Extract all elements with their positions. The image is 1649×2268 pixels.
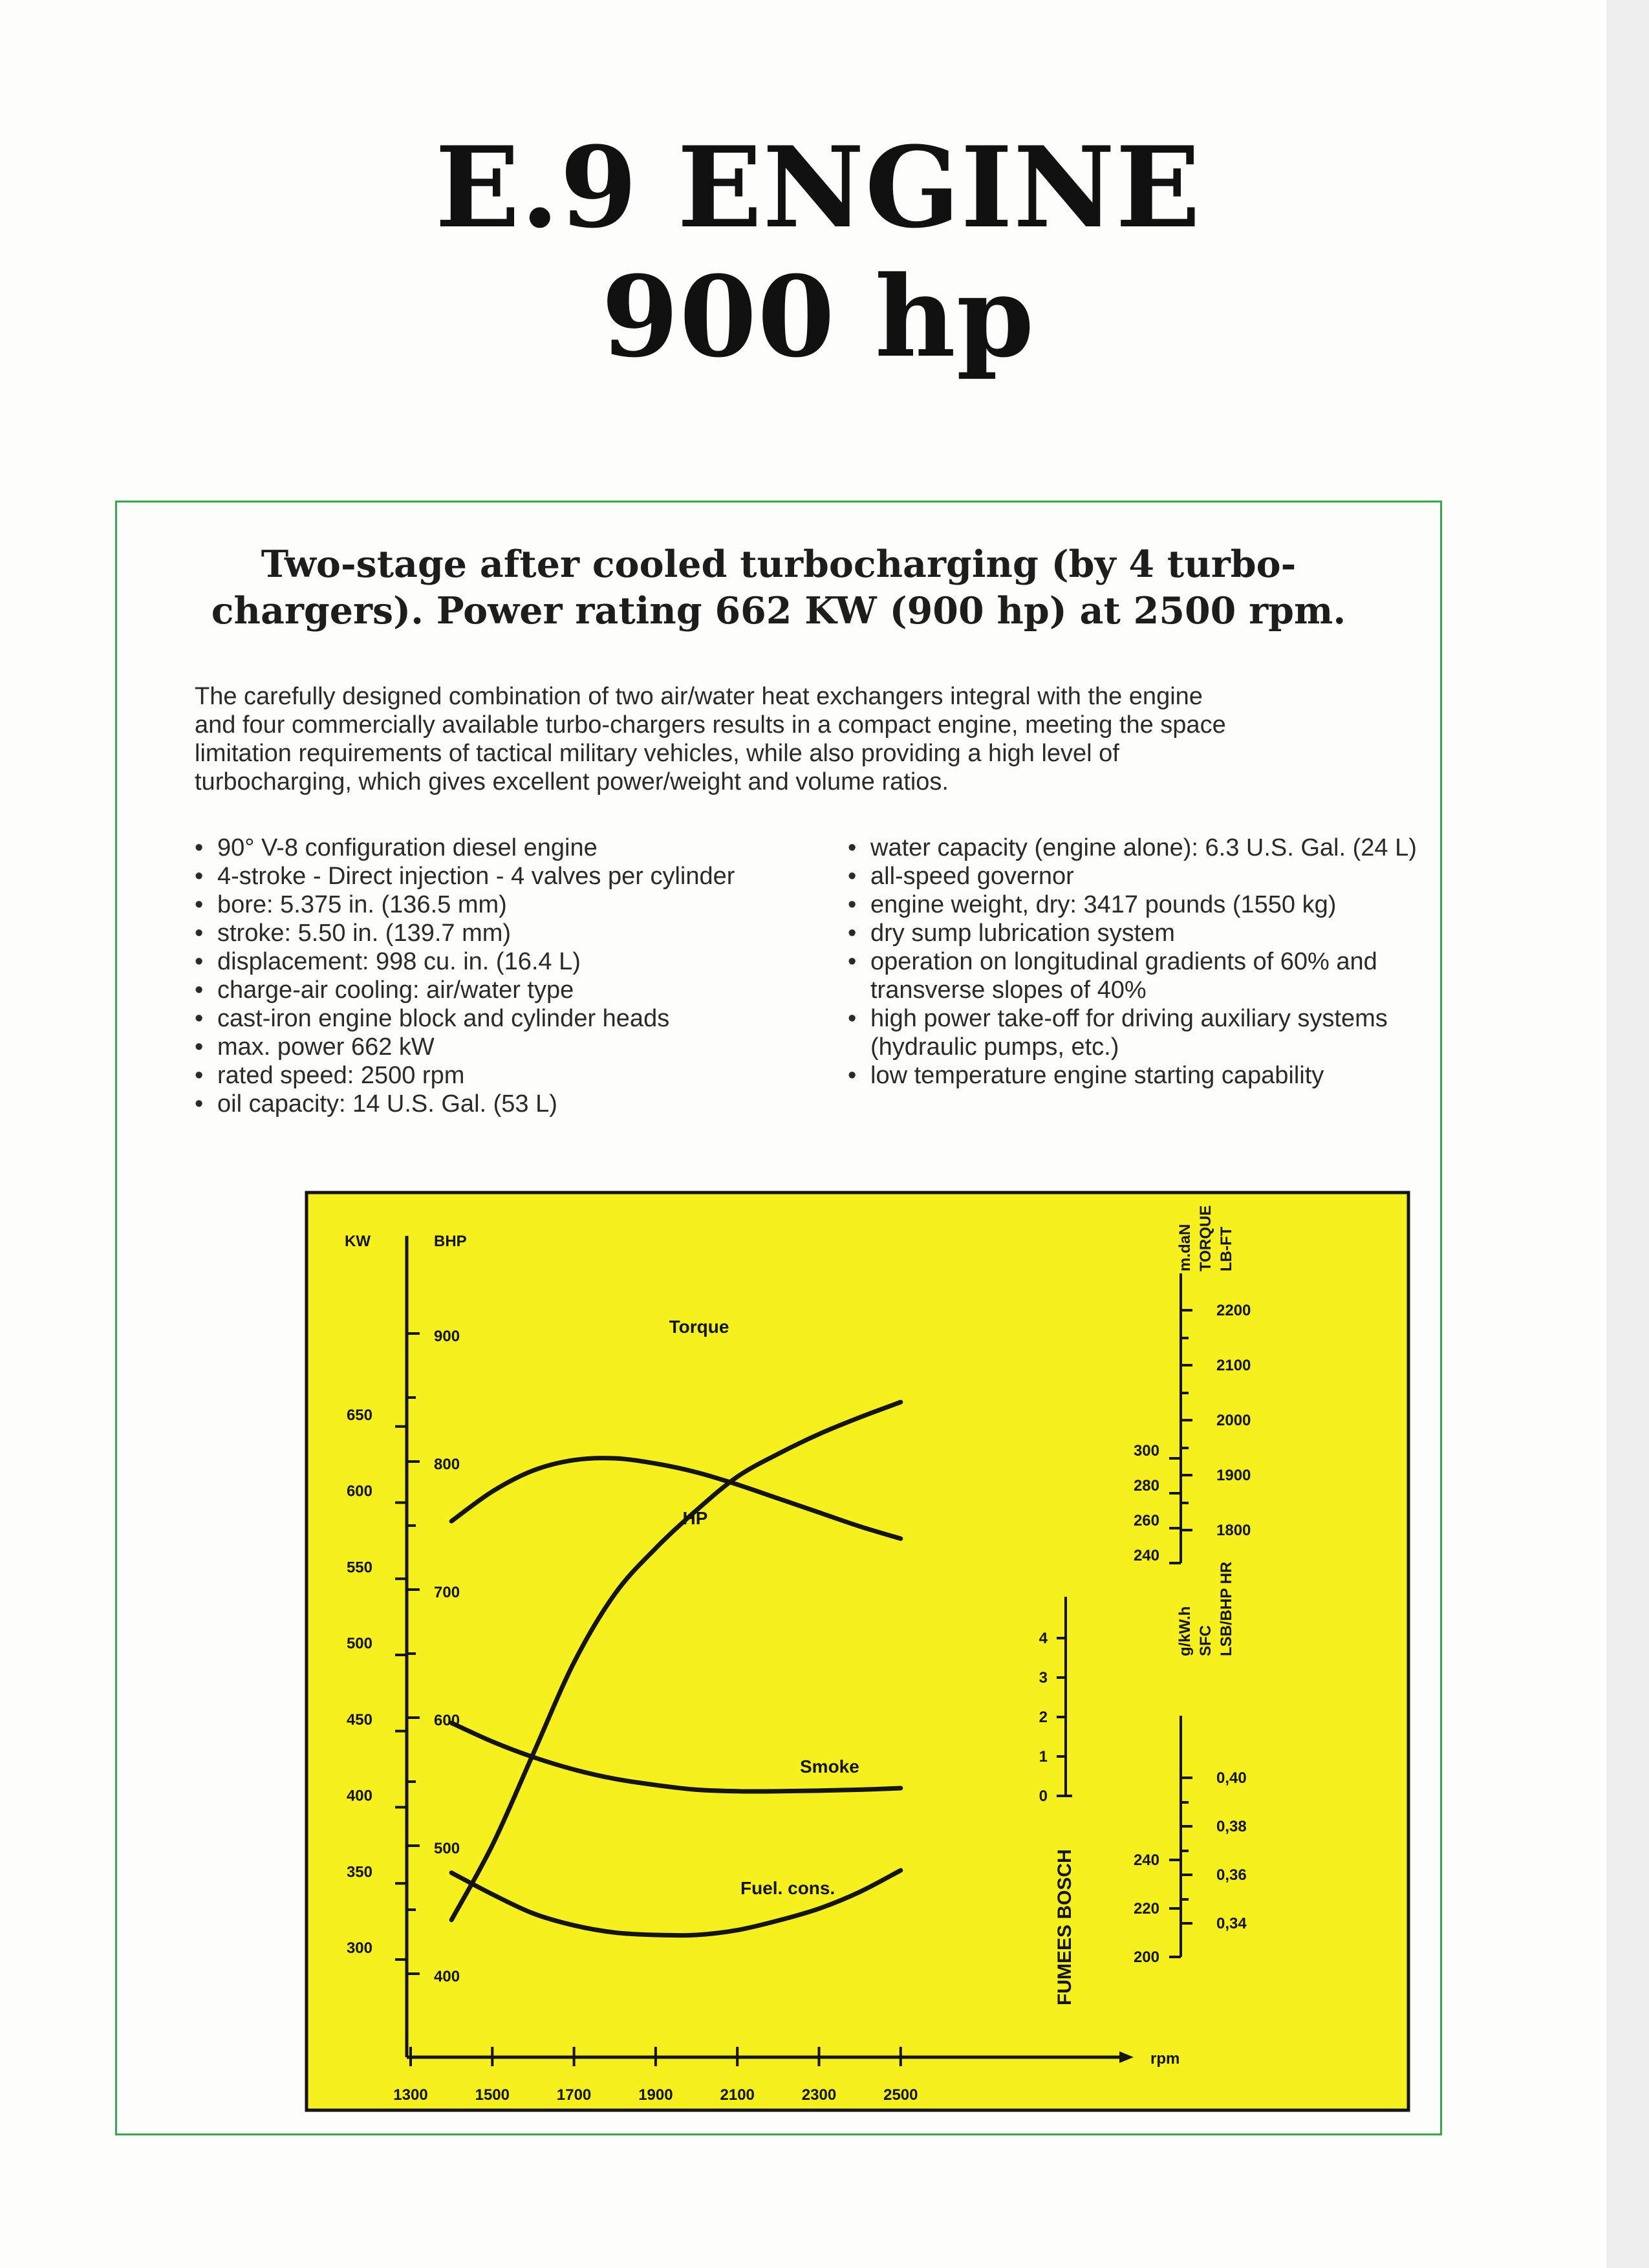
kw-tick-label: 450 (346, 1711, 372, 1729)
x-tick-label: 1500 (475, 2086, 510, 2104)
spec-item: • displacement: 998 cu. in. (16.4 L) (195, 947, 841, 976)
torque-lbft-tick-label: 1800 (1216, 1522, 1251, 1539)
series-label: HP (682, 1508, 708, 1528)
kw-tick-label: 350 (346, 1863, 372, 1881)
bhp-tick-label: 800 (434, 1456, 460, 1473)
kw-tick-label: 500 (346, 1635, 372, 1652)
torque-lbft-tick-label: 2100 (1216, 1357, 1251, 1374)
smoke-tick-label: 0 (1039, 1787, 1048, 1805)
spec-item: • dry sump lubrication system (848, 919, 1430, 947)
torque-mdan-tick-label: 280 (1133, 1477, 1159, 1495)
intro-line: The carefully designed combination of two air/water heat exchangers integral with the engine (195, 683, 1203, 710)
series-label: Smoke (800, 1756, 859, 1777)
spec-item: • low temperature engine starting capability (848, 1061, 1430, 1090)
sfc-axis-label: SFC (1197, 1625, 1214, 1656)
series-label: Fuel. cons. (740, 1878, 835, 1898)
sfc-gkwh-tick-label: 220 (1133, 1900, 1159, 1917)
x-tick-label: 1900 (638, 2086, 673, 2104)
series-label: Torque (669, 1317, 729, 1337)
spec-item: • rated speed: 2500 rpm (195, 1061, 841, 1090)
spec-list-right (848, 834, 1430, 1090)
sfc-lb-tick-label: 0,36 (1216, 1866, 1247, 1884)
torque-lbft-tick-label: 2000 (1216, 1412, 1251, 1429)
smoke-tick-label: 1 (1039, 1748, 1048, 1766)
title-line-1: E.9 ENGINE (435, 122, 1202, 253)
x-tick-label: 2100 (720, 2086, 755, 2104)
spec-item: • cast-iron engine block and cylinder heads (195, 1004, 841, 1033)
spec-item: • 90° V-8 configuration diesel engine (195, 834, 841, 862)
spec-item: • stroke: 5.50 in. (139.7 mm) (195, 919, 841, 947)
kw-tick-label: 600 (346, 1482, 372, 1500)
torque-mdan-tick-label: 240 (1133, 1547, 1159, 1564)
headline-line-1: Two-stage after cooled turbocharging (by 4 turbo- (261, 543, 1297, 586)
bhp-tick-label: 700 (434, 1584, 460, 1601)
headline-line-2: chargers). Power rating 662 KW (900 hp) at 2500 rpm. (211, 589, 1346, 632)
spec-item: • 4-stroke - Direct injection - 4 valves per cylinder (195, 862, 841, 891)
torque-axis-label: m.daN (1176, 1224, 1194, 1271)
spec-item: • operation on longitudinal gradients of 60% and transverse slopes of 40% (848, 947, 1430, 1004)
intro-line: limitation requirements of tactical military vehicles, while also providing a high level of (195, 740, 1119, 767)
sfc-axis-label: LSB/BHP HR (1218, 1561, 1235, 1656)
kw-tick-label: 400 (346, 1787, 372, 1805)
spec-item: • charge-air cooling: air/water type (195, 976, 841, 1004)
bhp-tick-label: 400 (434, 1968, 460, 1985)
kw-tick-label: 650 (346, 1406, 372, 1424)
spec-item: • high power take-off for driving auxiliary systems (hydraulic pumps, etc.) (848, 1004, 1430, 1061)
smoke-axis-label: FUMEES BOSCH (1054, 1849, 1075, 2005)
torque-mdan-tick-label: 300 (1133, 1442, 1159, 1460)
spec-item: • oil capacity: 14 U.S. Gal. (53 L) (195, 1090, 841, 1118)
sfc-lb-tick-label: 0,38 (1216, 1818, 1247, 1835)
performance-chart (305, 1191, 1410, 2112)
sfc-lb-tick-label: 0,34 (1216, 1915, 1247, 1932)
kw-tick-label: 550 (346, 1559, 372, 1577)
spec-item: • max. power 662 kW (195, 1033, 841, 1061)
kw-axis-label: KW (345, 1233, 371, 1250)
x-tick-label: 1300 (393, 2086, 428, 2104)
bhp-tick-label: 600 (434, 1712, 460, 1729)
x-tick-label: 2300 (801, 2086, 837, 2104)
sfc-gkwh-tick-label: 200 (1133, 1949, 1159, 1966)
spec-item: • bore: 5.375 in. (136.5 mm) (195, 891, 841, 919)
chart-background (307, 1193, 1408, 2110)
torque-axis-label: LB-FT (1218, 1226, 1235, 1271)
torque-lbft-tick-label: 1900 (1216, 1467, 1251, 1484)
sfc-axis-label: g/kW.h (1176, 1606, 1194, 1656)
bhp-tick-label: 500 (434, 1840, 460, 1857)
smoke-tick-label: 3 (1039, 1669, 1048, 1687)
spec-item: • water capacity (engine alone): 6.3 U.S. Gal. (24 L) (848, 834, 1430, 862)
intro-line: turbocharging, which gives excellent power/weight and volume ratios. (195, 768, 949, 795)
rpm-axis-label: rpm (1150, 2050, 1180, 2068)
sfc-gkwh-tick-label: 240 (1133, 1852, 1159, 1869)
torque-mdan-tick-label: 260 (1133, 1512, 1159, 1529)
intro-line: and four commercially available turbo-chargers results in a compact engine, meeting the space (195, 711, 1226, 739)
intro-paragraph (195, 682, 1397, 796)
spec-list-left (195, 834, 841, 1118)
kw-tick-label: 300 (346, 1939, 372, 1957)
sfc-lb-tick-label: 0,40 (1216, 1769, 1247, 1787)
torque-lbft-tick-label: 2200 (1216, 1302, 1251, 1319)
bhp-axis-label: BHP (434, 1233, 467, 1250)
bhp-tick-label: 900 (434, 1328, 460, 1345)
smoke-tick-label: 2 (1039, 1709, 1048, 1726)
headline (117, 541, 1440, 634)
smoke-tick-label: 4 (1039, 1630, 1048, 1647)
spec-frame (115, 501, 1442, 2135)
x-tick-label: 2500 (883, 2086, 918, 2104)
spec-item: • engine weight, dry: 3417 pounds (1550 kg) (848, 891, 1430, 919)
title-line-2: 900 hp (601, 251, 1035, 382)
spec-item: • all-speed governor (848, 862, 1430, 891)
torque-axis-label: TORQUE (1197, 1205, 1214, 1271)
x-tick-label: 1700 (556, 2086, 592, 2104)
page-title (0, 123, 1636, 382)
